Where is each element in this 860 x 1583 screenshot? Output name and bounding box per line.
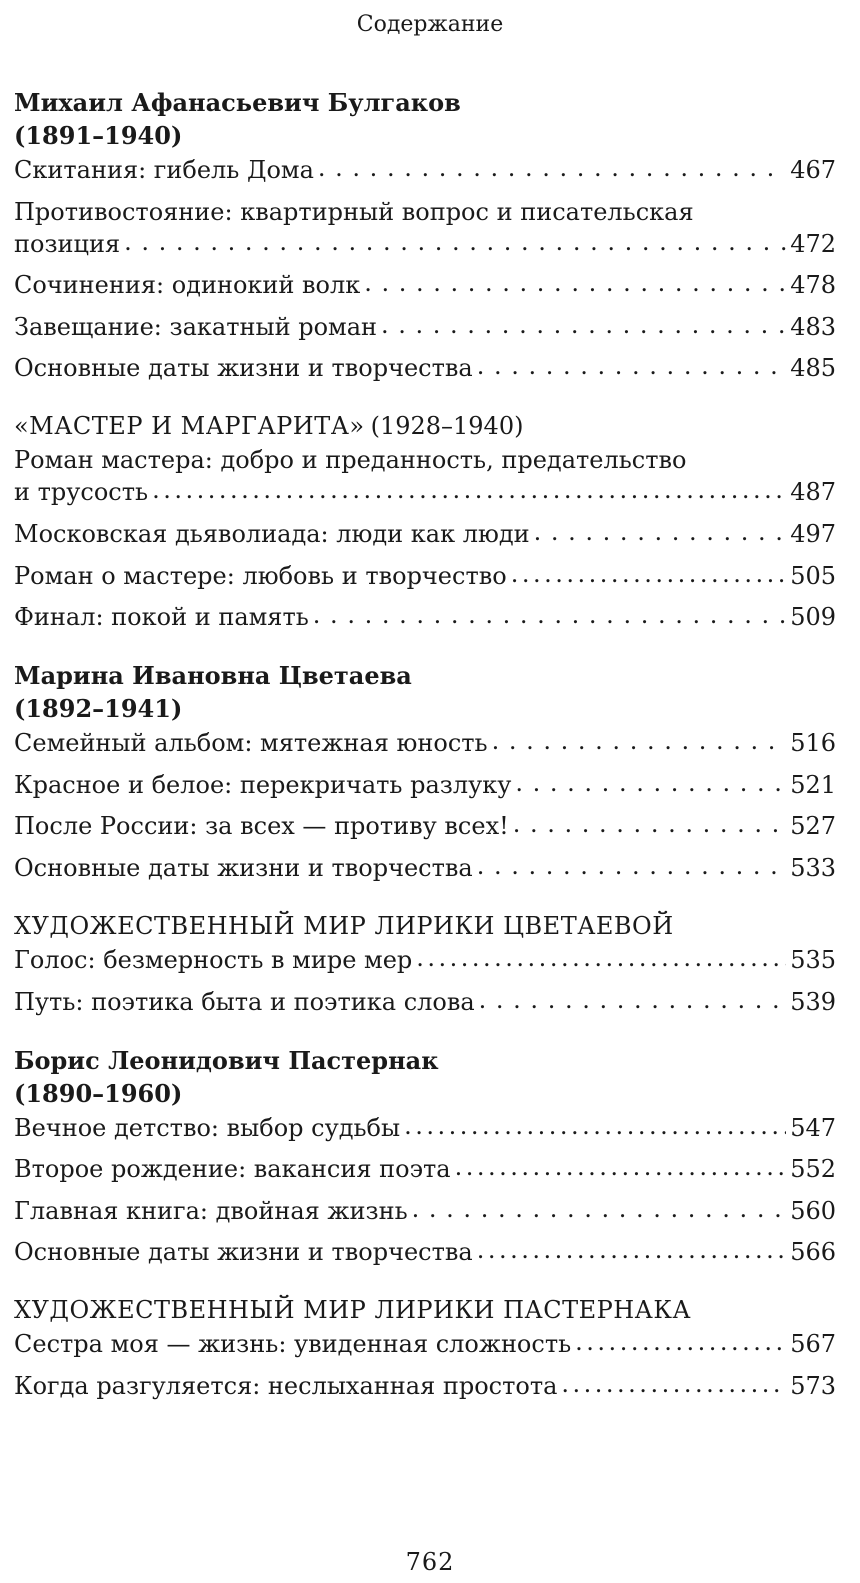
entry-page-number: 552 <box>790 1155 836 1184</box>
toc-entry[interactable] <box>14 601 836 633</box>
toc-entry[interactable] <box>14 560 836 592</box>
author-name: Михаил Афанасьевич Булгаков <box>14 88 461 117</box>
entry-page-number: 527 <box>790 812 836 841</box>
work-heading <box>14 410 836 443</box>
toc-entry[interactable] <box>14 352 836 384</box>
entry-title: Сестра моя — жизнь: увиденная сложность <box>14 1330 572 1359</box>
dot-leader <box>479 984 787 1016</box>
entry-title: Сочинения: одинокий волк <box>14 271 361 300</box>
toc-entry[interactable] <box>14 1236 836 1268</box>
dot-leader <box>515 767 786 799</box>
toc-entry[interactable] <box>14 852 836 884</box>
toc-entry[interactable] <box>14 1112 836 1144</box>
dot-leader <box>313 599 786 631</box>
toc-entry[interactable] <box>14 769 836 801</box>
toc-entry[interactable] <box>14 1370 836 1402</box>
entry-title: Основные даты жизни и творчества <box>14 354 473 383</box>
entry-title: Финал: покой и память <box>14 603 309 632</box>
toc-entry[interactable] <box>14 1328 836 1360</box>
entry-page-number: 485 <box>790 354 836 383</box>
dot-leader <box>364 267 786 299</box>
entry-page-number: 516 <box>790 729 836 758</box>
entry-page-number: 478 <box>790 271 836 300</box>
entry-title: Семейный альбом: мятежная юность <box>14 729 488 758</box>
entry-title-line1: Противостояние: квартирный вопрос и писательская <box>14 197 694 226</box>
author-heading <box>14 1044 836 1110</box>
work-title: ХУДОЖЕСТВЕННЫЙ МИР ЛИРИКИ ПАСТЕРНАКА <box>14 1296 692 1325</box>
dot-leader <box>124 226 786 258</box>
toc-section-master-margarita <box>14 410 836 633</box>
dot-leader <box>455 1151 787 1183</box>
work-heading <box>14 910 836 943</box>
toc-entry[interactable] <box>14 444 836 508</box>
dot-leader <box>561 1368 786 1400</box>
work-title: «МАСТЕР И МАРГАРИТА» <box>14 412 365 441</box>
entry-page-number: 567 <box>790 1330 836 1359</box>
work-dates: (1928–1940) <box>370 412 524 441</box>
table-of-contents <box>14 86 836 1412</box>
entry-title: и трусость <box>14 478 149 507</box>
author-dates: (1890–1960) <box>14 1078 183 1108</box>
dot-leader <box>412 1193 787 1225</box>
dot-leader <box>477 1234 786 1266</box>
entry-title: Московская дьяволиада: люди как люди <box>14 519 530 548</box>
toc-entry[interactable] <box>14 269 836 301</box>
entry-title: Красное и белое: перекричать разлуку <box>14 770 512 799</box>
entry-page-number: 573 <box>790 1371 836 1400</box>
toc-entry[interactable] <box>14 944 836 976</box>
entry-page-number: 539 <box>790 987 836 1016</box>
author-dates: (1892–1941) <box>14 694 183 724</box>
entry-page-number: 535 <box>790 945 836 974</box>
entry-title: Когда разгуляется: неслыханная простота <box>14 1371 558 1400</box>
entry-title: После России: за всех — противу всех! <box>14 812 509 841</box>
dot-leader <box>477 850 786 882</box>
dot-leader <box>404 1110 786 1142</box>
author-heading <box>14 86 836 152</box>
dot-leader <box>575 1326 786 1358</box>
author-dates: (1891–1940) <box>14 121 183 150</box>
entry-title: Скитания: гибель Дома <box>14 156 314 184</box>
toc-section-tsvetaeva-lyric <box>14 910 836 1018</box>
entry-page-number: 547 <box>790 1113 836 1142</box>
entry-page-number: 467 <box>790 156 836 184</box>
author-name: Борис Леонидович Пастернак <box>14 1045 439 1075</box>
entry-title: Основные даты жизни и творчества <box>14 853 473 882</box>
entry-title-line1: Роман мастера: добро и преданность, предательство <box>14 446 687 475</box>
dot-leader <box>477 350 786 382</box>
entry-title: позиция <box>14 229 121 258</box>
entry-page-number: 533 <box>790 853 836 882</box>
toc-entry[interactable] <box>14 311 836 343</box>
dot-leader <box>511 558 787 590</box>
entry-title: Голос: безмерность в мире мер <box>14 945 413 974</box>
entry-page-number: 566 <box>790 1238 836 1267</box>
dot-leader <box>513 808 786 840</box>
dot-leader <box>534 516 787 548</box>
toc-entry[interactable] <box>14 1195 836 1227</box>
entry-title: Роман о мастере: любовь и творчество <box>14 561 507 590</box>
entry-title: Основные даты жизни и творчества <box>14 1238 473 1267</box>
dot-leader <box>318 152 786 184</box>
toc-section-pasternak-lyric <box>14 1294 836 1402</box>
entry-page-number: 560 <box>790 1196 836 1225</box>
toc-section-pasternak <box>14 1044 836 1269</box>
author-name: Марина Ивановна Цветаева <box>14 661 412 691</box>
toc-entry[interactable] <box>14 727 836 759</box>
toc-entry[interactable] <box>14 986 836 1018</box>
entry-page-number: 472 <box>790 229 836 258</box>
entry-title: Главная книга: двойная жизнь <box>14 1196 408 1225</box>
toc-section-bulgakov <box>14 86 836 384</box>
dot-leader <box>381 309 786 341</box>
entry-page-number: 505 <box>790 561 836 590</box>
entry-page-number: 521 <box>790 770 836 799</box>
toc-section-tsvetaeva <box>14 659 836 884</box>
toc-entry[interactable] <box>14 1153 836 1185</box>
entry-page-number: 497 <box>790 519 836 548</box>
entry-title: Завещание: закатный роман <box>14 312 377 341</box>
entry-page-number: 483 <box>790 312 836 341</box>
toc-entry[interactable] <box>14 196 836 260</box>
dot-leader <box>492 725 787 757</box>
entry-title: Путь: поэтика быта и поэтика слова <box>14 987 475 1016</box>
toc-entry[interactable] <box>14 518 836 550</box>
entry-page-number: 487 <box>790 478 836 507</box>
entry-title: Вечное детство: выбор судьбы <box>14 1113 401 1142</box>
dot-leader <box>152 474 786 506</box>
author-heading <box>14 659 836 725</box>
work-title: ХУДОЖЕСТВЕННЫЙ МИР ЛИРИКИ ЦВЕТАЕВОЙ <box>14 911 674 940</box>
page-number: 762 <box>405 1548 455 1576</box>
running-head: Содержание <box>356 12 504 37</box>
toc-entry[interactable] <box>14 810 836 842</box>
dot-leader <box>416 942 786 974</box>
toc-entry[interactable] <box>14 154 836 186</box>
entry-page-number: 509 <box>790 603 836 632</box>
entry-title: Второе рождение: вакансия поэта <box>14 1155 451 1184</box>
work-heading <box>14 1294 836 1327</box>
